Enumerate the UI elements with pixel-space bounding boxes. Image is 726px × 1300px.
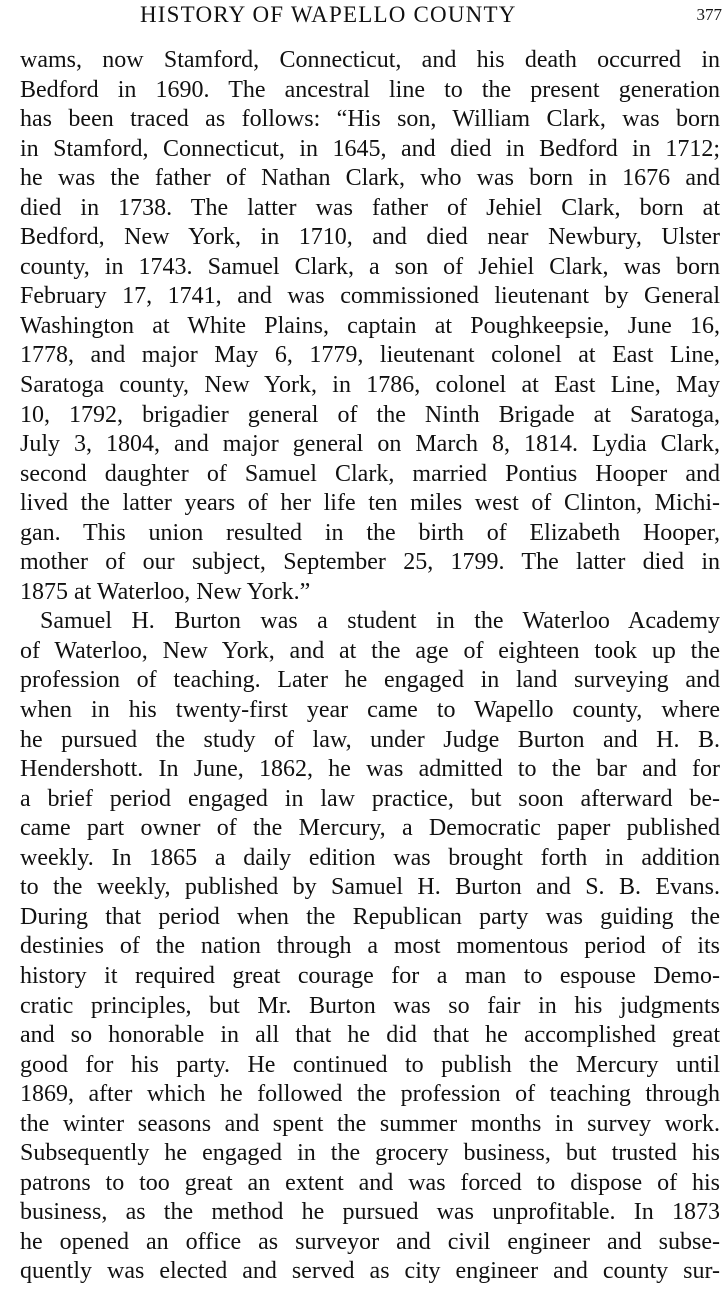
- body-text: [20, 46, 720, 1287]
- text-line: February 17, 1741, and was commissioned lieutenant by General: [20, 283, 720, 310]
- text-line: good for his party. He continued to publish the Mercury until: [20, 1051, 720, 1078]
- paragraph-first-line: Samuel H. Burton was a student in the Waterloo Academy: [40, 608, 720, 635]
- text-line: Bedford, New York, in 1710, and died near Newbury, Ulster: [20, 224, 720, 251]
- text-line: 1778, and major May 6, 1779, lieutenant colonel at East Line,: [20, 342, 720, 369]
- text-line: he opened an office as surveyor and civil engineer and subse-: [20, 1228, 720, 1255]
- text-line: During that period when the Republican party was guiding the: [20, 903, 720, 930]
- text-line: profession of teaching. Later he engaged in land surveying and: [20, 667, 720, 694]
- text-line: patrons to too great an extent and was forced to dispose of his: [20, 1169, 720, 1196]
- text-line: history it required great courage for a man to espouse Demo-: [20, 962, 720, 989]
- text-line: to the weekly, published by Samuel H. Burton and S. B. Evans.: [20, 874, 720, 901]
- text-line: and so honorable in all that he did that he accomplished great: [20, 1022, 720, 1049]
- text-line: of Waterloo, New York, and at the age of eighteen took up the: [20, 637, 720, 664]
- text-line: cratic principles, but Mr. Burton was so fair in his judgments: [20, 992, 720, 1019]
- text-line: business, as the method he pursued was unprofitable. In 1873: [20, 1199, 720, 1226]
- text-line: weekly. In 1865 a daily edition was brought forth in addition: [20, 844, 720, 871]
- text-line: Hendershott. In June, 1862, he was admitted to the bar and for: [20, 756, 720, 783]
- text-line: wams, now Stamford, Connecticut, and his death occurred in: [20, 47, 720, 73]
- text-line: when in his twenty-first year came to Wapello county, where: [20, 697, 720, 724]
- text-line: came part owner of the Mercury, a Democratic paper published: [20, 815, 720, 842]
- text-line: second daughter of Samuel Clark, married Pontius Hooper and: [20, 460, 720, 487]
- text-line: Subsequently he engaged in the grocery business, but trusted his: [20, 1140, 720, 1167]
- text-line: he was the father of Nathan Clark, who was born in 1676 and: [20, 165, 720, 192]
- running-head: [0, 0, 726, 30]
- paragraph-last-line: 1875 at Waterloo, New York.”: [20, 578, 311, 605]
- text-line: Saratoga county, New York, in 1786, colonel at East Line, May: [20, 372, 720, 399]
- text-line: mother of our subject, September 25, 1799. The latter died in: [20, 549, 720, 576]
- text-line: destinies of the nation through a most momentous period of its: [20, 933, 720, 960]
- text-line: 10, 1792, brigadier general of the Ninth Brigade at Saratoga,: [20, 401, 720, 428]
- text-line: Bedford in 1690. The ancestral line to the present generation: [20, 76, 720, 103]
- text-line: 1869, after which he followed the profession of teaching through: [20, 1081, 720, 1108]
- text-line: July 3, 1804, and major general on March 8, 1814. Lydia Clark,: [20, 431, 720, 458]
- text-line: Washington at White Plains, captain at Poughkeepsie, June 16,: [20, 312, 720, 339]
- text-line: in Stamford, Connecticut, in 1645, and died in Bedford in 1712;: [20, 135, 720, 162]
- text-line: a brief period engaged in law practice, but soon afterward be-: [20, 785, 720, 812]
- running-head-title: HISTORY OF WAPELLO COUNTY: [140, 2, 517, 27]
- text-line: has been traced as follows: “His son, William Clark, was born: [20, 106, 720, 133]
- text-line: gan. This union resulted in the birth of Elizabeth Hooper,: [20, 519, 720, 546]
- text-line: lived the latter years of her life ten miles west of Clinton, Michi-: [20, 490, 720, 517]
- text-line: the winter seasons and spent the summer months in survey work.: [20, 1110, 720, 1137]
- text-line: quently was elected and served as city engineer and county sur-: [20, 1258, 720, 1285]
- text-line: died in 1738. The latter was father of Jehiel Clark, born at: [20, 194, 720, 221]
- text-line: he pursued the study of law, under Judge Burton and H. B.: [20, 726, 720, 753]
- page-number: 377: [696, 5, 722, 24]
- text-line: county, in 1743. Samuel Clark, a son of Jehiel Clark, was born: [20, 253, 720, 280]
